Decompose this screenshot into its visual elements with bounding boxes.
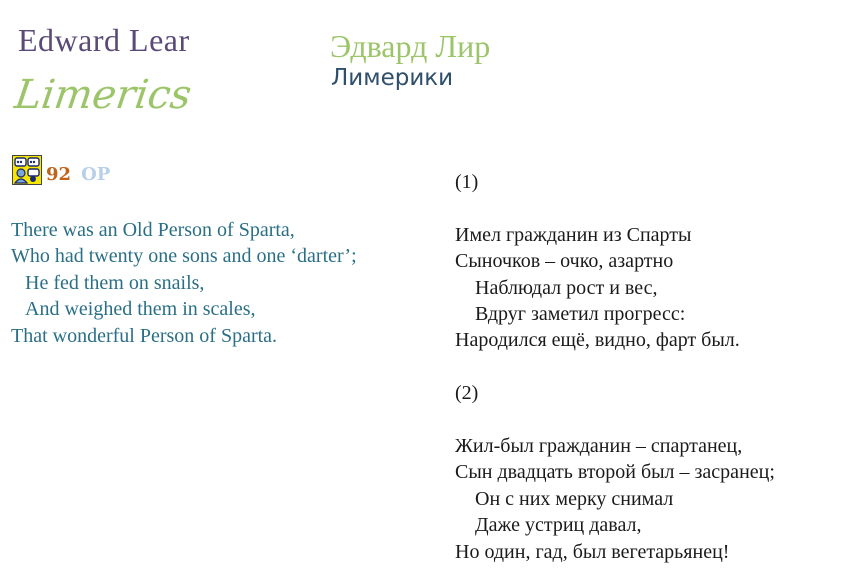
people-talking-icon (12, 155, 42, 185)
translation-number: (2) (455, 382, 479, 405)
poem-line: That wonderful Person of Sparta. (11, 324, 278, 347)
stanza-gap (455, 195, 775, 221)
english-author: Edward Lear (18, 22, 190, 58)
stanza-gap (455, 407, 775, 433)
translation-line: Но один, гад, был вегетарьянец! (455, 540, 730, 563)
translation-line: Сыночков – очко, азартно (455, 250, 674, 273)
russian-translations (455, 169, 775, 565)
translation-line: Жил-был гражданин – спартанец, (455, 435, 743, 458)
translation-line: Даже устриц давал, (475, 514, 642, 537)
translation-line: Он с них мерку снимал (475, 487, 674, 510)
translation-line: Сын двадцать второй был – засранец; (455, 461, 775, 484)
russian-title: Лимерики (331, 65, 454, 91)
translation-number: (1) (455, 171, 479, 193)
poem-line: He fed them on snails, (25, 271, 205, 294)
limerick-number: 92 (46, 163, 72, 185)
english-title: Limerics (12, 72, 195, 118)
translation-line: Народился ещё, видно, фарт был. (455, 329, 740, 352)
translation-line: Наблюдал рост и вес, (475, 276, 658, 299)
english-poem (11, 217, 357, 349)
stanza-gap (455, 354, 775, 380)
poem-line: There was an Old Person of Sparta, (11, 219, 295, 241)
translation-line: Вдруг заметил прогресс: (475, 303, 686, 326)
poem-line: Who had twenty one sons and one ‘darter’; (11, 245, 357, 268)
limerick-badge (12, 154, 110, 186)
russian-author: Эдвард Лир (330, 28, 491, 64)
limerick-tag: OP (81, 163, 111, 185)
poem-line: And weighed them in scales, (25, 298, 256, 321)
translation-line: Имел гражданин из Спарты (455, 223, 692, 246)
